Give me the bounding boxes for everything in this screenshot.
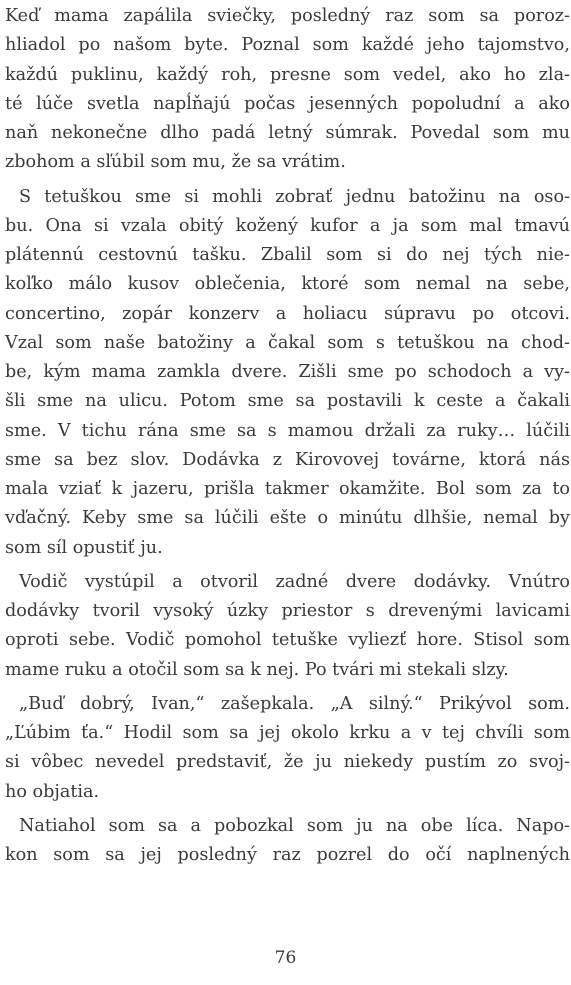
paragraph-3 <box>5 568 570 685</box>
text-line: si vôbec nevedel predstaviť, že ju niekedy pustím zo svoj- <box>5 752 570 773</box>
text-line: ho objatia. <box>5 781 100 802</box>
text-line: oproti sebe. Vodič pomohol tetuške vyliezť hore. Stisol som <box>5 630 570 651</box>
text-line: šli sme na ulicu. Potom sme sa postavili k ceste a čakali <box>5 391 570 412</box>
text-line: bu. Ona si vzala obitý kožený kufor a ja som mal tmavú <box>5 215 570 236</box>
book-page <box>5 2 570 870</box>
paragraph-5 <box>5 812 570 871</box>
text-line: každú puklinu, každý roh, presne som vedel, ako ho zla- <box>5 64 570 85</box>
text-line: Natiahol som sa a pobozkal som ju na obe líca. Napo- <box>19 815 570 836</box>
text-line: zbohom a sľúbil som mu, že sa vrátim. <box>5 152 346 173</box>
text-line: koľko málo kusov oblečenia, ktoré som nemal na sebe, <box>5 274 570 295</box>
text-line: mala vziať k jazeru, prišla takmer okamžite. Bol som za to <box>5 479 570 499</box>
text-line: S tetuškou sme si mohli zobrať jednu batožinu na oso- <box>19 186 570 207</box>
text-line: sme. V tichu rána sme sa s mamou držali za ruky… lúčili <box>5 420 570 441</box>
text-line: plátennú cestovnú tašku. Zbalil som si do nej tých nie- <box>5 245 570 265</box>
text-line: sme sa bez slov. Dodávka z Kirovovej továrne, ktorá nás <box>5 449 570 470</box>
paragraph-4 <box>5 690 570 807</box>
text-line: Vzal som naše batožiny a čakal som s tetuškou na chod- <box>5 332 570 353</box>
text-line: dodávky tvoril vysoký úzky priestor s drevenými lavicami <box>5 601 570 621</box>
page-number: 76 <box>274 948 297 968</box>
text-line: vďačný. Keby sme sa lúčili ešte o minútu dlhšie, nemal by <box>5 508 570 529</box>
text-line: „Ľúbim ťa.“ Hodil som sa jej okolo krku a v tej chvíli som <box>5 723 570 743</box>
text-line: naň nekonečne dlho padá letný súmrak. Povedal som mu <box>5 123 570 143</box>
paragraph-1 <box>5 2 570 178</box>
text-line: hliadol po našom byte. Poznal som každé jeho tajomstvo, <box>5 35 570 56</box>
text-line: kon som sa jej posledný raz pozrel do očí naplnených <box>5 845 570 865</box>
text-line: „Buď dobrý, Ivan,“ zašepkala. „A silný.“ Prikývol som. <box>19 693 570 714</box>
text-line: som síl opustiť ju. <box>5 537 163 558</box>
text-line: Keď mama zapálila sviečky, posledný raz som sa poroz- <box>5 6 570 26</box>
text-line: té lúče svetla napĺňajú počas jesenných popoludní a ako <box>5 93 570 114</box>
paragraph-2 <box>5 183 570 563</box>
text-line: mame ruku a otočil som sa k nej. Po tvári mi stekali slzy. <box>5 659 509 680</box>
text-line: be, kým mama zamkla dvere. Zišli sme po schodoch a vy- <box>5 362 570 382</box>
text-line: Vodič vystúpil a otvoril zadné dvere dodávky. Vnútro <box>19 571 570 592</box>
text-line: concertino, zopár konzerv a holiacu súpravu po otcovi. <box>5 303 570 324</box>
